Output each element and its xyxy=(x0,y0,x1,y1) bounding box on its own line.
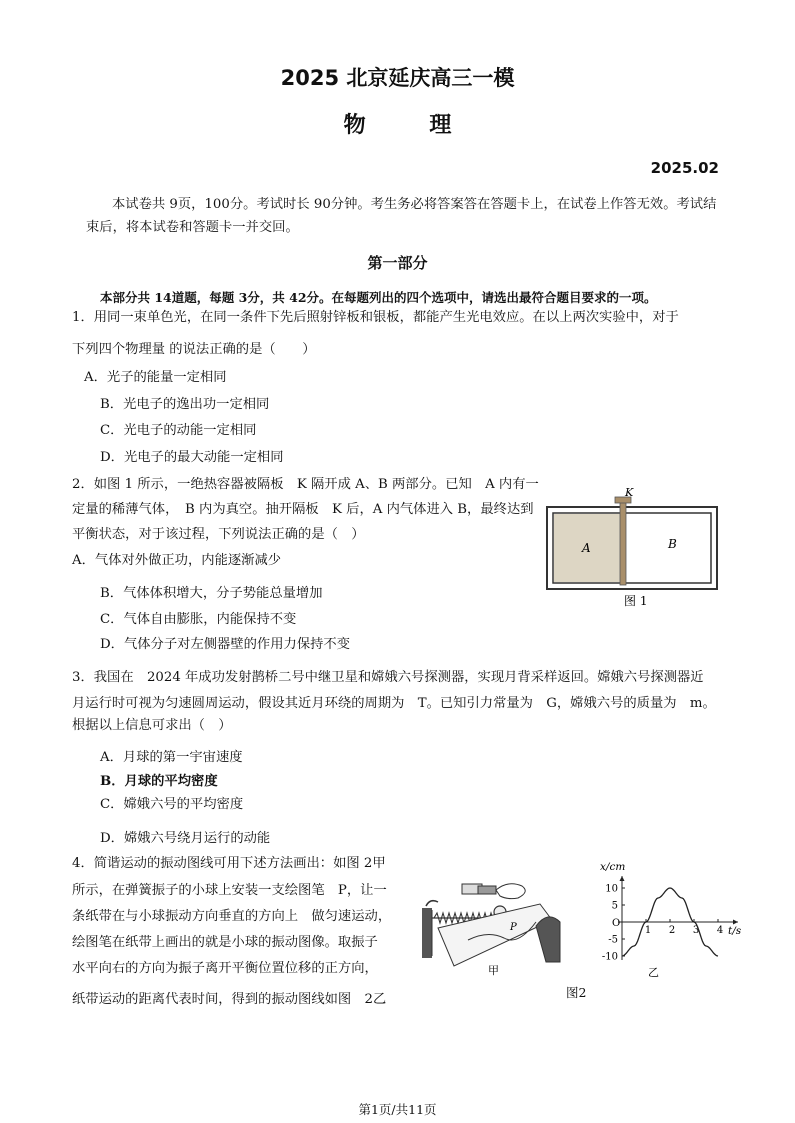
q3-option-a: A．月球的第一宇宙速度 xyxy=(100,750,243,765)
figure-2-caption: 图2 xyxy=(566,985,587,1000)
label-b: B xyxy=(668,537,677,551)
y-tick-label: 10 xyxy=(605,883,618,895)
section-title: 第一部分 xyxy=(367,254,428,272)
q4-stem-line: 纸带运动的距离代表时间，得到的振动图线如图 2乙 xyxy=(72,992,387,1007)
y-tick-label: -5 xyxy=(608,934,618,946)
page-footer: 第1页/共11页 xyxy=(358,1102,437,1117)
label-k: K xyxy=(625,486,634,499)
q1-option-d: D．光电子的最大动能一定相同 xyxy=(100,450,284,465)
q3-option-d: D．嫦娥六号绕月运行的动能 xyxy=(100,831,271,846)
q2-stem-line: 2．如图 1 所示，一绝热容器被隔板 K 隔开成 A、B 两部分。已知 A 内有一 xyxy=(72,477,539,492)
y-axis-arrow xyxy=(620,876,625,881)
exam-date: 2025.02 xyxy=(650,159,719,177)
figure-1-caption: 图 1 xyxy=(624,594,648,608)
label-jia: 甲 xyxy=(488,964,499,977)
x-tick-label: 3 xyxy=(692,925,700,936)
q3-option-b: B．月球的平均密度 xyxy=(100,774,218,789)
hand xyxy=(496,884,525,899)
x-tick-label: 2 xyxy=(668,925,676,936)
exam-title: 2025 北京延庆高三一模 xyxy=(280,66,515,90)
q4-stem-line: 水平向右的方向为振子离开平衡位置位移的正方向， xyxy=(72,961,378,976)
section-instruction: 本部分共 14道题，每题 3分，共 42分。在每题列出的四个选项中，请选出最符合题目要求的一项。 xyxy=(100,290,657,305)
q1-option-a: A．光子的能量一定相同 xyxy=(84,370,227,385)
figure-1-container-diagram xyxy=(544,485,722,615)
q2-option-d: D．气体分子对左侧器壁的作用力保持不变 xyxy=(100,637,351,652)
q1-stem-line: 下列四个物理量 的说法正确的是（ ） xyxy=(72,342,316,357)
partition-k xyxy=(620,501,626,585)
q2-option-b: B．气体体积增大，分子势能总量增加 xyxy=(100,586,323,601)
right-roller xyxy=(536,917,560,962)
x-tick-label: 4 xyxy=(716,925,724,936)
q3-stem-line: 3．我国在 2024 年成功发射鹊桥二号中继卫星和嫦娥六号探测器，实现月背采样返回。嫦娥六号探测器近 xyxy=(72,670,704,685)
figure-2-jia-apparatus xyxy=(418,870,568,978)
y-tick-label: -10 xyxy=(601,951,618,963)
origin-label: O xyxy=(612,918,621,929)
x-axis-label: t/s xyxy=(728,925,742,937)
y-axis-label: x/cm xyxy=(600,861,626,873)
figure-2-yi-vibration-graph xyxy=(574,856,742,980)
q1-stem-line: 1．用同一束单色光，在同一条件下先后照射锌板和银板，都能产生光电效应。在以上两次实验中，对于 xyxy=(72,310,679,325)
label-p: P xyxy=(510,922,517,933)
q4-stem-line: 4．简谐运动的振动图线可用下述方法画出：如图 2甲 xyxy=(72,856,386,871)
left-wall xyxy=(422,908,432,958)
q3-stem-line: 月运行时可视为匀速圆周运动，假设其近月环绕的周期为 T。已知引力常量为 G，嫦娥六号的质量为 m。 xyxy=(72,696,716,711)
q2-option-a: A．气体对外做正功，内能逐渐减少 xyxy=(72,553,282,568)
q2-stem-line: 定量的稀薄气体， B 内为真空。抽开隔板 K 后，A 内气体进入 B，最终达到 xyxy=(72,502,534,517)
q2-option-c: C．气体自由膨胀，内能保持不变 xyxy=(100,612,297,627)
q4-stem-line: 绘图笔在纸带上画出的就是小球的振动图像。取振子 xyxy=(72,935,378,950)
q2-stem-line: 平衡状态，对于该过程，下列说法正确的是（ ） xyxy=(72,527,365,542)
subject-title: 物 理 xyxy=(343,113,480,138)
q1-option-b: B．光电子的逸出功一定相同 xyxy=(100,397,270,412)
q4-stem-line: 条纸带在与小球振动方向垂直的方向上 做匀速运动， xyxy=(72,909,392,924)
y-tick-label: 5 xyxy=(611,900,618,912)
label-a: A xyxy=(582,541,591,555)
label-yi: 乙 xyxy=(648,966,659,979)
intro-paragraph: 本试卷共 9页，100分。考试时长 90分钟。考生务必将答案答在答题卡上，在试卷上作答无效。考试结束后，将本试卷和答题卡一并交回。 xyxy=(86,197,717,235)
q4-stem-line: 所示，在弹簧振子的小球上安装一支绘图笔 P，让一 xyxy=(72,883,387,898)
q1-option-c: C．光电子的动能一定相同 xyxy=(100,423,257,438)
q3-option-c: C．嫦娥六号的平均密度 xyxy=(100,797,244,812)
q3-stem-line: 根据以上信息可求出（ ） xyxy=(72,718,232,733)
x-axis-arrow xyxy=(733,920,738,925)
x-tick-label: 1 xyxy=(644,925,652,936)
